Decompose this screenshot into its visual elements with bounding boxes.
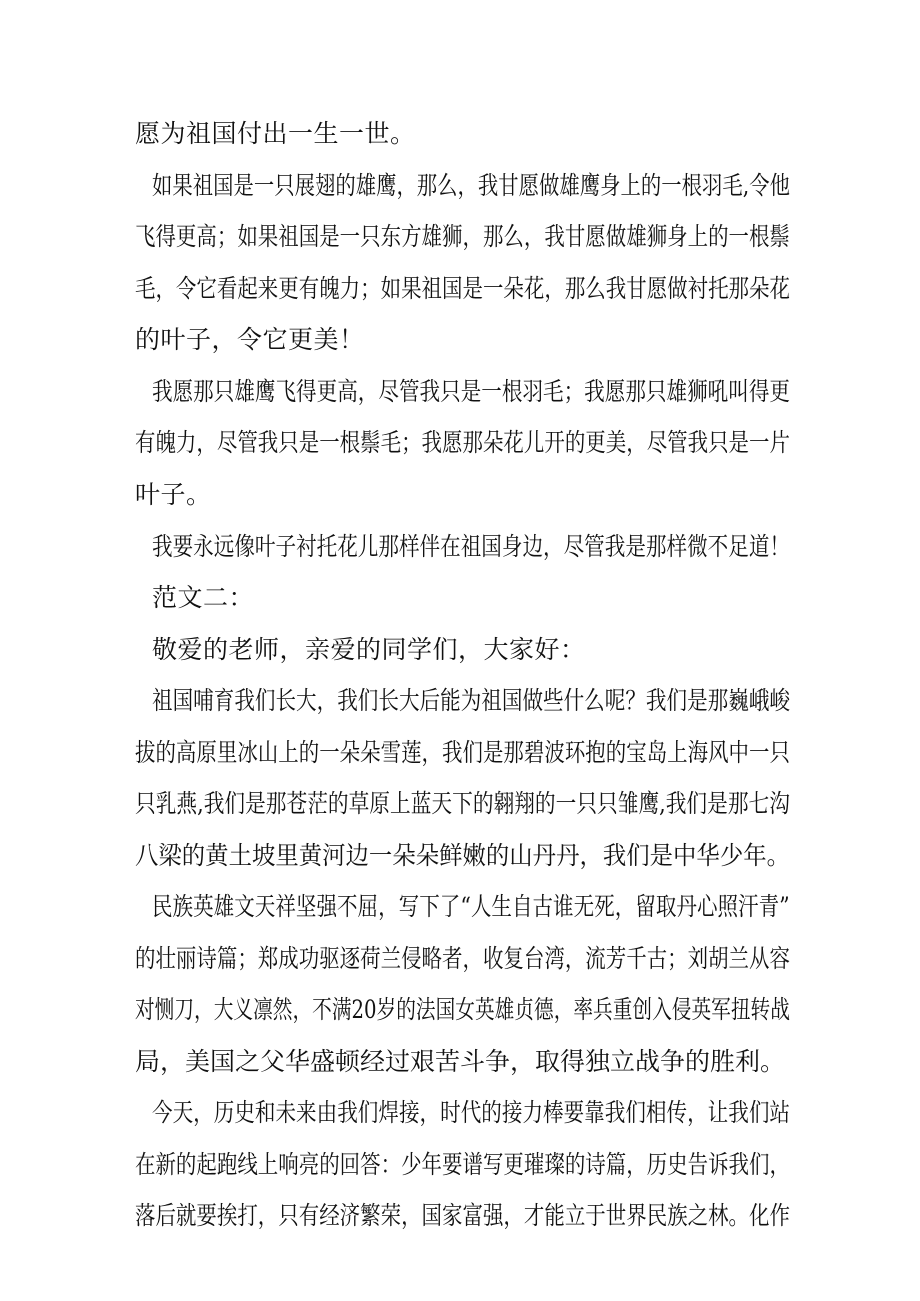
paragraph-start: 今天，历史和未来由我们焊接，时代的接力棒要靠我们相传，让我们站 xyxy=(152,1098,790,1127)
text-line: 拔的高原里冰山上的一朵朵雪莲，我们是那碧波环抱的宝岛上海风中一只 xyxy=(135,738,790,767)
text-line: 对恻刀，大义凛然，不满20岁的法国女英雄贞德，率兵重创入侵英军扭转战 xyxy=(135,995,790,1024)
text-line: 的壮丽诗篇；郑成功驱逐荷兰侵略者，收复台湾，流芳千古；刘胡兰从容 xyxy=(135,944,790,973)
paragraph-start: 祖国哺育我们长大，我们长大后能为祖国做些什么呢？我们是那巍峨峻 xyxy=(152,686,790,715)
text-line: 八梁的黄土坡里黄河边一朵朵鲜嫩的山丹丹，我们是中华少年。 xyxy=(135,841,791,870)
text-line: 的叶子，令它更美！ xyxy=(135,325,365,354)
text-line: 有魄力，尽管我只是一根鬃毛；我愿那朵花儿开的更美，尽管我只是一片 xyxy=(135,428,790,457)
text-line: 飞得更高；如果祖国是一只东方雄狮，那么，我甘愿做雄狮身上的一根鬃 xyxy=(135,222,790,251)
section-heading: 范文二： xyxy=(152,583,255,612)
text-line: 局，美国之父华盛顿经过艰苦斗争，取得独立战争的胜利。 xyxy=(135,1047,786,1076)
paragraph-start: 我要永远像叶子衬托花儿那样伴在祖国身边，尽管我是那样微不足道！ xyxy=(152,532,790,561)
text-line: 落后就要挨打，只有经济繁荣，国家富强，才能立于世界民族之林。化作 xyxy=(135,1201,790,1230)
paragraph-start: 我愿那只雄鹰飞得更高，尽管我只是一根羽毛；我愿那只雄狮吼叫得更 xyxy=(152,377,790,406)
text-line: 毛，令它看起来更有魄力；如果祖国是一朵花，那么我甘愿做衬托那朵花 xyxy=(135,274,790,303)
text-line: 愿为祖国付出一生一世。 xyxy=(135,119,416,148)
paragraph-start: 如果祖国是一只展翅的雄鹰，那么，我甘愿做雄鹰身上的一根羽毛,令他 xyxy=(152,171,790,200)
text-line: 叶子。 xyxy=(135,480,212,509)
paragraph-start: 民族英雄文天祥坚强不屈，写下了“人生自古谁无死，留取丹心照汗青” xyxy=(152,892,790,921)
greeting: 敬爱的老师，亲爱的同学们，大家好： xyxy=(152,635,586,664)
text-line: 在新的起跑线上响亮的回答：少年要谱写更璀璨的诗篇，历史告诉我们， xyxy=(135,1150,790,1179)
text-line: 只乳燕,我们是那苍茫的草原上蓝天下的翱翔的一只只雏鹰,我们是那七沟 xyxy=(135,789,790,818)
